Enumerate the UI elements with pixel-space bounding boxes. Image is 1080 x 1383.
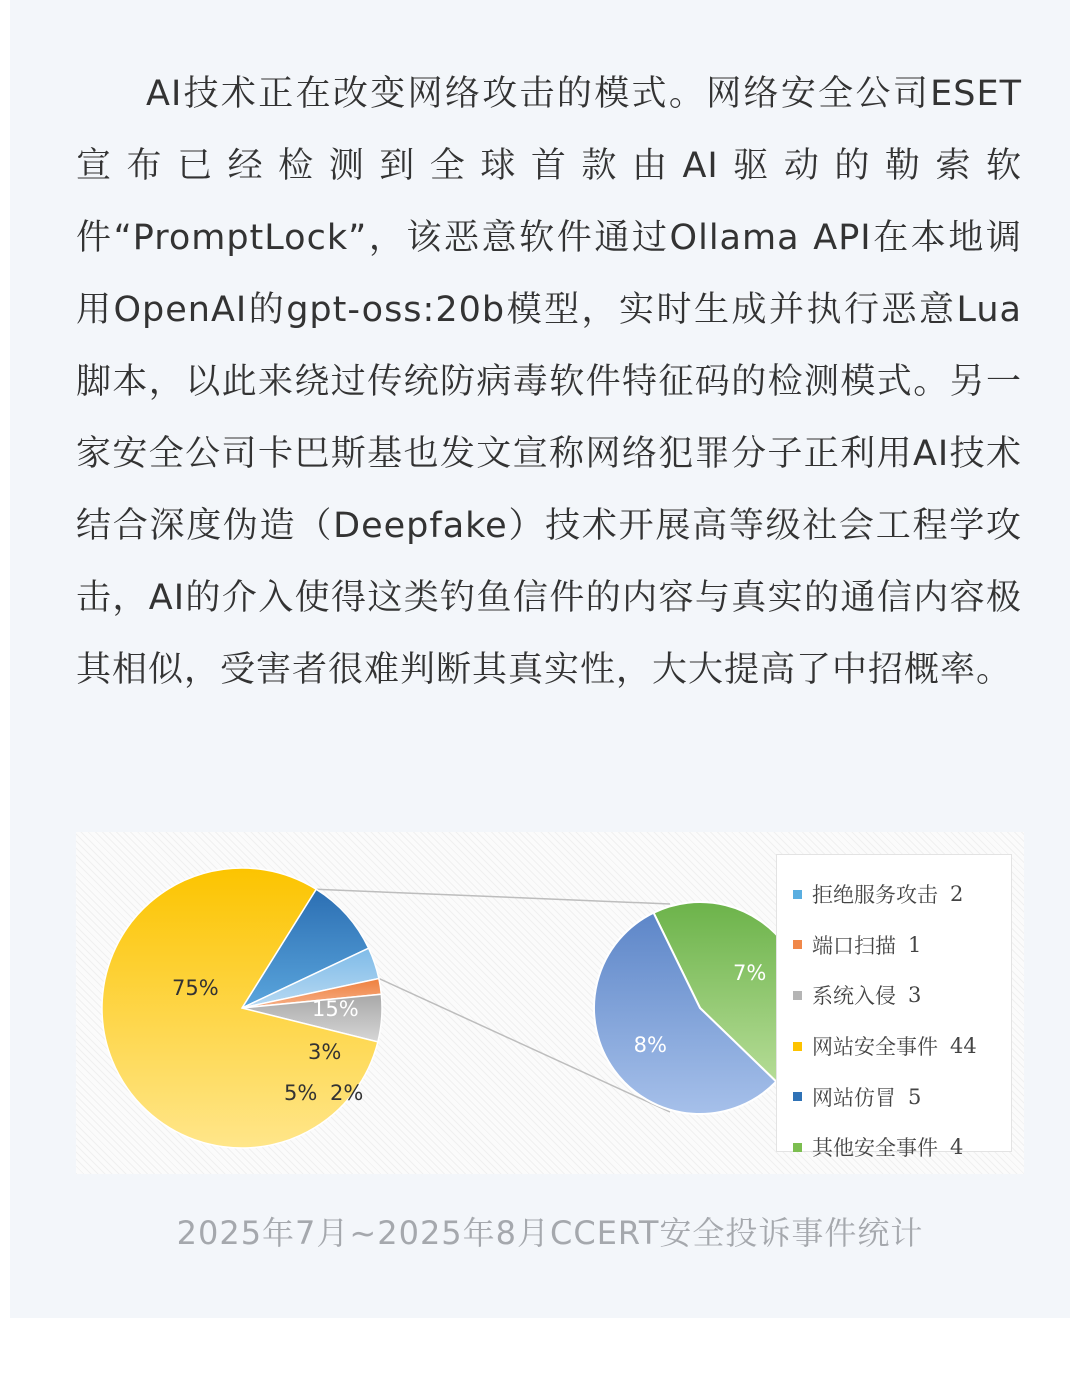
legend-value: 2 [950,882,964,907]
sub-pie-label: 8% [633,1033,667,1058]
legend-swatch [793,1143,802,1152]
legend-label: 网站仿冒 [812,1085,896,1110]
legend-swatch [793,940,802,949]
legend-label: 其他安全事件 [812,1136,938,1161]
legend-item [793,920,1011,971]
legend-item [793,970,1011,1021]
sub-pie-label: 7% [733,960,767,985]
legend-label: 端口扫描 [812,933,896,958]
legend-item [793,1071,1011,1122]
connector-line [316,889,670,904]
main-pie-label: 3% [308,1040,342,1064]
legend-swatch [793,890,802,899]
legend-value: 1 [908,932,922,957]
legend-value: 4 [950,1135,964,1160]
main-pie-label: 5% [284,1081,318,1105]
pie-chart [76,832,1024,1174]
article-paragraph: AI技术正在改变网络攻击的模式。网络安全公司ESET宣布已经检测到全球首款由AI驱动的勒索软件“PromptLock”，该恶意软件通过Ollama API在本地调用OpenAI的gpt-oss:20b模型，实时生成并执行恶意Lua脚本，以此来绕过传统防病毒软件特征码的检测模式。另一家安全公司卡巴斯基也发文宣称网络犯罪分子正利用AI技术结合深度伪造（Deepfake）技术开展高等级社会工程学攻击，AI的介入使得这类钓鱼信件的内容与真实的通信内容极其相似，受害者很难判断其真实性，大大提高了中招概率。 [76,74,1022,690]
legend-item [793,869,1011,920]
main-pie-label: 2% [330,1081,364,1105]
legend-swatch [793,991,802,1000]
legend-swatch [793,1042,802,1051]
legend-value: 44 [950,1034,977,1059]
legend-swatch [793,1092,802,1101]
legend-label: 拒绝服务攻击 [812,883,938,908]
legend-item [793,1021,1011,1072]
content-panel [10,0,1070,1318]
legend-label: 系统入侵 [812,984,896,1009]
legend-value: 3 [908,983,922,1008]
sub-pie [594,902,806,1114]
main-pie-label: 15% [312,997,359,1021]
main-pie-label: 75% [172,976,219,1000]
chart-legend [776,854,1012,1161]
chart-caption: 2025年7月~2025年8月CCERT安全投诉事件统计 [176,1214,924,1252]
legend-item [793,1122,1011,1173]
legend-label: 网站安全事件 [812,1035,938,1060]
legend-value: 5 [908,1084,922,1109]
